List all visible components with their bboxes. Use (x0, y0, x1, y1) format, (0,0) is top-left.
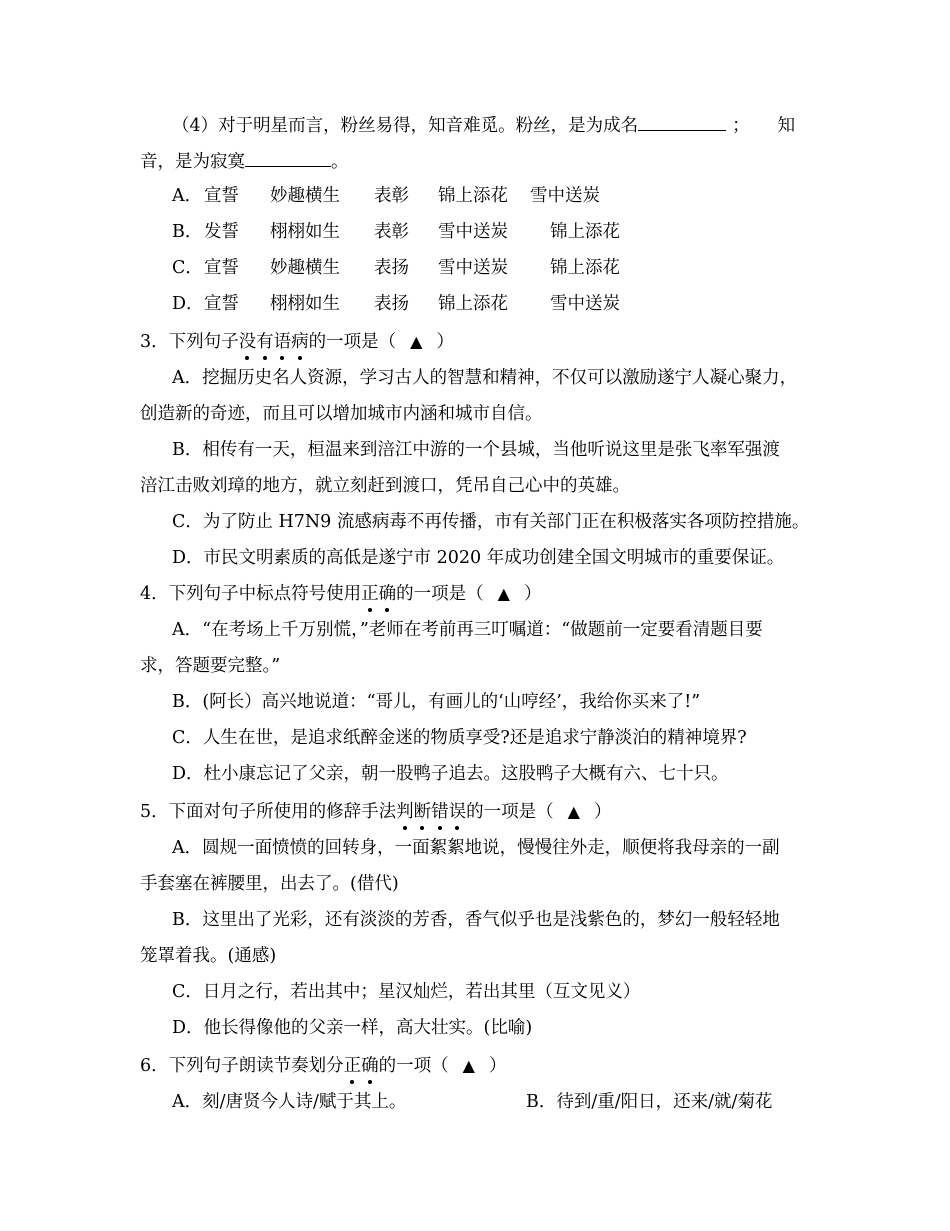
q5-option-b-line1: B．这里出了光彩，还有淡淡的芳香，香气似乎也是浅紫色的，梦幻一般轻轻地 (172, 910, 780, 930)
q4-stem-text: 的一项是（ (396, 584, 484, 604)
q2-item4-line1 (172, 112, 795, 138)
q2-item4-semicolon: ； (732, 116, 750, 136)
option-word: 宣誓 (204, 186, 239, 206)
option-word: 雪中送炭 (550, 294, 620, 314)
answer-triangle-icon: ▲ (462, 1056, 475, 1075)
q3-option-a-line2: 创造新的奇迹，而且可以增加城市内涵和城市自信。 (140, 404, 543, 424)
q5-option-b-line2: 笼罩着我。(通感) (140, 946, 277, 966)
q3-stem-close: ） (436, 332, 454, 352)
emphasis-char: 误 (448, 802, 467, 822)
emphasis-char: 判 (396, 802, 414, 822)
q4-stem-text: 4．下列句子中标点符号使用 (140, 584, 362, 604)
answer-triangle-icon: ▲ (497, 584, 510, 603)
emphasis-char: 正 (343, 1056, 362, 1076)
q5-stem-text: 的一项是（ (466, 802, 554, 822)
option-word: 锦上添花 (438, 294, 508, 314)
q6-stem (140, 1054, 506, 1078)
q3-option-a-line1: A．挖掘历史名人资源，学习古人的智慧和精神，不仅可以激励遂宁人凝心聚力， (172, 368, 798, 388)
emphasis-char: 有 (256, 332, 274, 352)
q4-option-d: D．杜小康忘记了父亲，朝一股鸭子追去。这股鸭子大概有六、七十只。 (172, 764, 729, 784)
q4-option-b: B．(阿长）高兴地说道：“哥儿，有画儿的‘山哼经’，我给你买来了!” (172, 692, 701, 712)
option-word: 锦上添花 (438, 186, 508, 206)
option-letter: D． (172, 294, 204, 314)
q3-option-d: D．市民文明素质的高低是遂宁市 2020 年成功创建全国文明城市的重要保证。 (172, 548, 785, 568)
option-word: 雪中送炭 (530, 186, 600, 206)
option-word: 雪中送炭 (438, 222, 508, 242)
q2-option-c (172, 256, 852, 280)
q3-option-b-line1: B．相传有一天，桓温来到涪江中游的一个县城，当他听说这里是张飞率军强渡 (172, 440, 780, 460)
q3-option-c: C．为了防止 H7N9 流感病毒不再传播，市有关部门正在积极落实各项防控措施。 (172, 512, 810, 532)
fill-blank (245, 148, 331, 167)
option-word: 宣誓 (204, 258, 239, 278)
option-word: 表扬 (374, 258, 409, 278)
option-word: 表彰 (374, 186, 409, 206)
option-letter: B． (172, 222, 203, 242)
emphasis-char: 错 (431, 802, 449, 822)
option-letter: A． (172, 186, 203, 206)
q6-stem-text: 的一项（ (378, 1056, 449, 1076)
emphasis-char: 正 (361, 584, 379, 604)
q2-item4-text: 音，是为寂寞 (140, 152, 245, 172)
option-word: 表扬 (374, 294, 409, 314)
q5-stem-close: ） (593, 802, 612, 822)
emphasis-char: 断 (413, 802, 432, 822)
q3-option-b-line2: 涪江击败刘璋的地方，就立刻赶到渡口，凭吊自己心中的英雄。 (140, 476, 630, 496)
q5-option-c: C．日月之行，若出其中；星汉灿烂，若出其里（互文见义） (172, 982, 641, 1002)
answer-triangle-icon: ▲ (567, 802, 580, 821)
q3-stem (140, 330, 454, 354)
q5-option-d: D．他长得像他的父亲一样，高大壮实。(比喻) (172, 1018, 533, 1038)
q4-option-c: C．人生在世，是追求纸醉金迷的物质享受?还是追求宁静淡泊的精神境界? (172, 728, 747, 748)
q5-stem (140, 800, 611, 824)
q6-option-b: B．待到/重/阳日，还来/就/菊花 (526, 1092, 773, 1112)
q2-option-d (172, 292, 852, 316)
option-word: 锦上添花 (550, 222, 620, 242)
option-letter: C． (172, 258, 203, 278)
q5-option-a-line1: A．圆规一面愤愤的回转身，一面絮絮地说，慢慢往外走，顺便将我母亲的一副 (172, 838, 780, 858)
q5-stem-text: 5．下面对句子所使用的修辞手法 (140, 802, 397, 822)
option-word: 表彰 (374, 222, 409, 242)
emphasis-char: 没 (238, 332, 257, 352)
q6-stem-close: ） (488, 1056, 507, 1076)
q2-item4-period: 。 (331, 152, 349, 172)
q3-stem-text: 3．下列句子 (140, 332, 239, 352)
q4-option-a-line1: A．“在考场上千万别慌，”老师在考前再三叮嘱道：“做题前一定要看清题目要 (172, 620, 763, 640)
emphasis-char: 语 (273, 332, 292, 352)
emphasis-char: 病 (291, 332, 309, 352)
emphasis-char: 确 (361, 1056, 379, 1076)
option-word: 妙趣横生 (270, 186, 340, 206)
option-word: 妙趣横生 (270, 258, 340, 278)
q2-item4-line2 (140, 148, 349, 174)
q6-option-a: A．刻/唐贤今人诗/赋于其上。 (172, 1092, 407, 1112)
q2-item4-text-end: 知 (777, 116, 796, 136)
option-word: 锦上添花 (550, 258, 620, 278)
q2-option-a (172, 184, 852, 208)
answer-triangle-icon: ▲ (410, 332, 423, 351)
q5-option-a-line2: 手套塞在裤腰里，出去了。(借代) (140, 874, 399, 894)
q2-item4-text: （4）对于明星而言，粉丝易得，知音难觅。粉丝，是为成名 (172, 116, 639, 136)
q2-option-b (172, 220, 852, 244)
q4-option-a-line2: 求，答题要完整。” (140, 656, 281, 676)
q6-stem-text: 6．下列句子朗读节奏划分 (140, 1056, 344, 1076)
q4-stem-close: ） (523, 584, 542, 604)
option-word: 栩栩如生 (270, 294, 340, 314)
emphasis-char: 确 (378, 584, 397, 604)
q4-stem (140, 582, 541, 606)
option-word: 发誓 (204, 222, 239, 242)
option-word: 雪中送炭 (438, 258, 508, 278)
q3-stem-text: 的一项是（ (308, 332, 397, 352)
fill-blank (638, 112, 726, 131)
option-word: 栩栩如生 (270, 222, 340, 242)
option-word: 宣誓 (204, 294, 239, 314)
